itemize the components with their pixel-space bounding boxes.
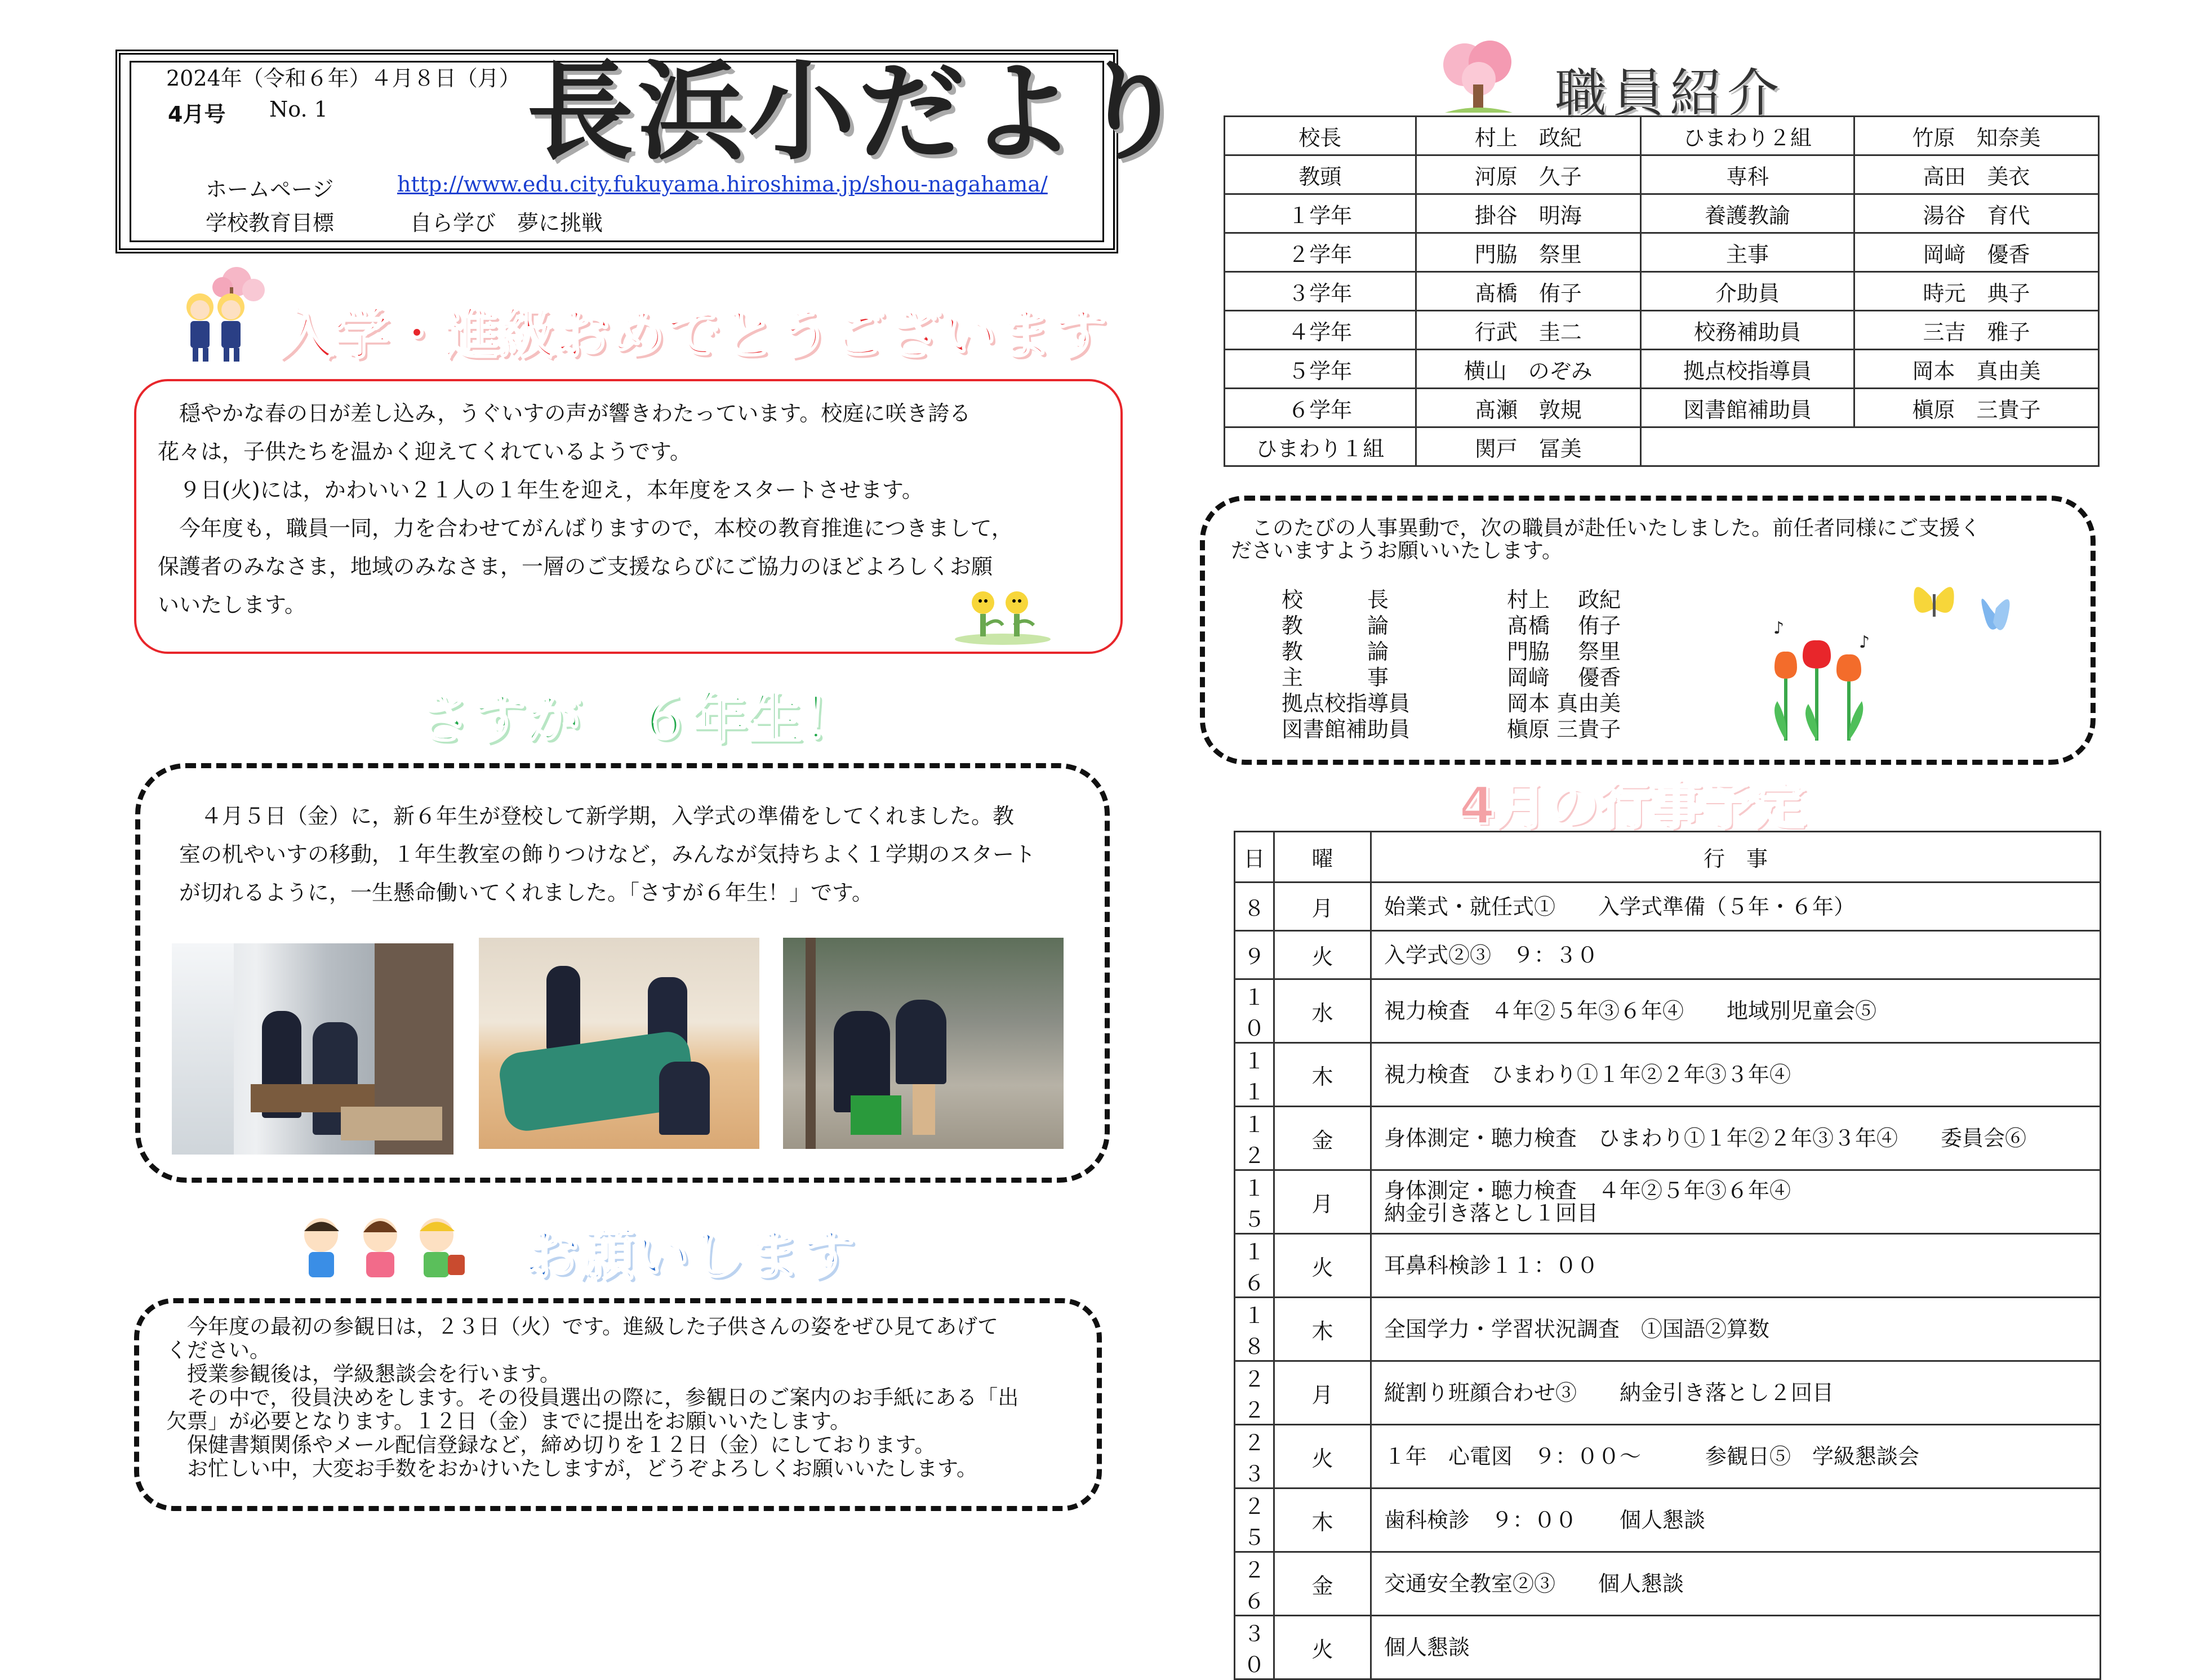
event-dow: 木 xyxy=(1274,1489,1371,1552)
staff-role-cell: 校長 xyxy=(1225,117,1416,155)
issue-number: No. 1 xyxy=(269,97,328,122)
staff-row xyxy=(1225,272,2099,311)
staff-role-cell: ３学年 xyxy=(1225,272,1416,311)
event-day: １２ xyxy=(1235,1107,1274,1170)
staff-name-cell: 掛谷 明海 xyxy=(1416,194,1640,233)
event-day: ９ xyxy=(1235,931,1274,979)
children-illustration-icon xyxy=(169,265,270,366)
transfer-role: 教 論 xyxy=(1282,639,1389,664)
event-desc-line: 身体測定・聴力検査 ４年②５年③６年④ xyxy=(1384,1178,1791,1203)
cherry-tree-icon xyxy=(1434,39,1524,118)
staff-role-cell: ひまわり２組 xyxy=(1640,117,1854,155)
request-line: 欠票」が必要となります。１２日（金）までに提出をお願いいたします。 xyxy=(166,1409,851,1433)
staff-name-cell: 村上 政紀 xyxy=(1416,117,1640,155)
transfer-row xyxy=(1282,613,1621,639)
staff-row xyxy=(1225,389,2099,427)
transfer-row xyxy=(1282,690,1621,716)
event-desc xyxy=(1371,1298,2101,1361)
transfer-name: 髙橋 侑子 xyxy=(1507,613,1621,638)
event-desc xyxy=(1371,1616,2101,1679)
staff-heading: 職員紹介 xyxy=(1555,63,1785,123)
sixth-grade-text xyxy=(179,797,1092,912)
staff-name-cell: 竹原 知奈美 xyxy=(1854,117,2099,155)
homepage-link[interactable]: http://www.edu.city.fukuyama.hiroshima.jp/shou-nagahama/ xyxy=(397,172,1048,197)
event-desc-line: 入学式②③ ９：３０ xyxy=(1384,942,1599,968)
event-dow: 木 xyxy=(1274,1043,1371,1107)
transfer-role: 教 論 xyxy=(1282,613,1389,638)
event-desc xyxy=(1371,883,2101,931)
welcome-line: 今年度も，職員一同，力を合わせてがんばりますので，本校の教育推進につきまして， xyxy=(158,516,1013,541)
event-desc xyxy=(1371,1425,2101,1489)
event-day: ３０ xyxy=(1235,1616,1274,1679)
staff-name-cell: 河原 久子 xyxy=(1416,155,1640,194)
event-row xyxy=(1235,1425,2101,1489)
transfer-name: 岡﨑 優香 xyxy=(1507,665,1621,690)
event-row xyxy=(1235,979,2101,1043)
transfer-row xyxy=(1282,639,1621,665)
event-dow: 火 xyxy=(1274,1425,1371,1489)
transfer-intro-line: このたびの人事異動で，次の職員が赴任いたしました。前任者同様にご支援く xyxy=(1231,516,1981,540)
staff-name-cell: 岡本 真由美 xyxy=(1854,350,2099,389)
event-dow: 月 xyxy=(1274,1170,1371,1234)
staff-row xyxy=(1225,427,2099,466)
event-day: １６ xyxy=(1235,1234,1274,1298)
staff-row xyxy=(1225,311,2099,350)
event-desc-line: 納金引き落とし１回目 xyxy=(1384,1201,1599,1226)
staff-name-cell: 横山 のぞみ xyxy=(1416,350,1640,389)
staff-name-cell: 槇原 三貴子 xyxy=(1854,389,2099,427)
event-desc xyxy=(1371,979,2101,1043)
request-line: ください。 xyxy=(166,1338,270,1362)
svg-text:♪: ♪ xyxy=(1773,618,1785,638)
transfer-row xyxy=(1282,665,1621,690)
event-day: ２２ xyxy=(1235,1361,1274,1425)
sixth-line: ４月５日（金）に，新６年生が登校して新学期，入学式の準備をしてくれました。教 xyxy=(179,804,1015,828)
event-desc-line: 全国学力・学習状況調査 ①国語②算数 xyxy=(1384,1317,1770,1342)
issue-date: 2024年（令和６年）４月８日（月） xyxy=(166,66,521,91)
event-desc xyxy=(1371,1489,2101,1552)
staff-name-cell: 関戸 冨美 xyxy=(1416,427,1640,466)
staff-role-cell: 養護教諭 xyxy=(1640,194,1854,233)
event-dow: 木 xyxy=(1274,1298,1371,1361)
event-dow: 金 xyxy=(1274,1107,1371,1170)
staff-row xyxy=(1225,117,2099,155)
event-day: １０ xyxy=(1235,979,1274,1043)
transfer-intro-line: ださいますようお願いいたします。 xyxy=(1231,538,1563,563)
photo-moving-desks xyxy=(172,943,453,1155)
staff-row xyxy=(1225,155,2099,194)
staff-name-cell: 時元 典子 xyxy=(1854,272,2099,311)
request-line: 授業参観後は，学級懇談会を行います。 xyxy=(166,1362,561,1386)
event-row xyxy=(1235,1107,2101,1170)
staff-row xyxy=(1225,233,2099,272)
staff-name-cell: 三吉 雅子 xyxy=(1854,311,2099,350)
event-desc xyxy=(1371,1043,2101,1107)
event-desc-line: 身体測定・聴力検査 ひまわり①１年②２年③３年④ 委員会⑥ xyxy=(1384,1126,2027,1151)
transfer-list xyxy=(1282,587,1621,742)
event-row xyxy=(1235,1552,2101,1616)
event-row xyxy=(1235,1170,2101,1234)
goal-value: 自ら学び 夢に挑戦 xyxy=(410,211,603,235)
welcome-line: 穏やかな春の日が差し込み，うぐいすの声が響きわたっています。校庭に咲き誇る xyxy=(158,401,971,426)
transfer-row xyxy=(1282,716,1621,742)
goal-label: 学校教育目標 xyxy=(206,211,335,235)
staff-name-cell: 行武 圭二 xyxy=(1416,311,1640,350)
staff-name-cell: 湯谷 育代 xyxy=(1854,194,2099,233)
events-heading: 4月の行事予定 xyxy=(1459,776,1807,836)
request-heading: お願いします xyxy=(524,1223,856,1287)
staff-role-cell: 介助員 xyxy=(1640,272,1854,311)
staff-name-cell: 門脇 祭里 xyxy=(1416,233,1640,272)
welcome-line: 花々は，子供たちを温かく迎えてくれているようです。 xyxy=(158,439,691,464)
event-day: ２５ xyxy=(1235,1489,1274,1552)
staff-role-cell: ６学年 xyxy=(1225,389,1416,427)
request-line: 今年度の最初の参観日は，２３日（火）です。進級した子供さんの姿をぜひ見てあげて xyxy=(166,1314,999,1339)
welcome-line: いいたします。 xyxy=(158,592,306,617)
welcome-line: ９日(火)には，かわいい２１人の１年生を迎え，本年度をスタートさせます。 xyxy=(158,478,923,502)
staff-role-cell: ２学年 xyxy=(1225,233,1416,272)
event-row xyxy=(1235,1489,2101,1552)
event-day: ８ xyxy=(1235,883,1274,931)
transfer-name: 門脇 祭里 xyxy=(1507,639,1621,664)
transfer-role: 主 事 xyxy=(1282,665,1389,690)
event-day: ２６ xyxy=(1235,1552,1274,1616)
request-text xyxy=(166,1315,1090,1481)
staff-name-cell: 髙橋 侑子 xyxy=(1416,272,1640,311)
event-desc-line: 個人懇談 xyxy=(1384,1635,1470,1660)
event-day: ２３ xyxy=(1235,1425,1274,1489)
issue-month: 4月号 xyxy=(168,102,226,127)
event-desc-line: 視力検査 ひまわり①１年②２年③３年④ xyxy=(1384,1062,1791,1087)
staff-role-cell xyxy=(1640,427,1854,466)
request-line: お忙しい中，大変お手数をおかけいたしますが，どうぞよろしくお願いいたします。 xyxy=(166,1456,978,1481)
events-col-dow: 曜 xyxy=(1274,832,1371,883)
staff-role-cell: 拠点校指導員 xyxy=(1640,350,1854,389)
transfer-name: 槇原 三貴子 xyxy=(1507,717,1621,742)
event-desc xyxy=(1371,931,2101,979)
photo-outdoor-work xyxy=(783,938,1064,1149)
staff-role-cell: ４学年 xyxy=(1225,311,1416,350)
staff-name-cell: 岡﨑 優香 xyxy=(1854,233,2099,272)
staff-name-cell: 髙瀬 敦規 xyxy=(1416,389,1640,427)
event-desc-line: 交通安全教室②③ 個人懇談 xyxy=(1384,1571,1684,1596)
event-dow: 火 xyxy=(1274,1616,1371,1679)
event-row xyxy=(1235,1298,2101,1361)
staff-name-cell: 高田 美衣 xyxy=(1854,155,2099,194)
events-col-day: 日 xyxy=(1235,832,1274,883)
event-dow: 月 xyxy=(1274,883,1371,931)
sixth-line: 室の机やいすの移動，１年生教室の飾りつけなど，みんなが気持ちよく１学期のスタート xyxy=(179,842,1036,867)
event-dow: 金 xyxy=(1274,1552,1371,1616)
event-dow: 月 xyxy=(1274,1361,1371,1425)
transfer-role: 拠点校指導員 xyxy=(1282,691,1411,716)
event-desc-line: 耳鼻科検診１１：００ xyxy=(1384,1253,1599,1278)
event-row xyxy=(1235,1361,2101,1425)
staff-role-cell: １学年 xyxy=(1225,194,1416,233)
staff-role-cell: ５学年 xyxy=(1225,350,1416,389)
event-desc xyxy=(1371,1361,2101,1425)
events-table xyxy=(1234,831,2101,1680)
svg-text:♪: ♪ xyxy=(1859,632,1870,652)
event-desc xyxy=(1371,1170,2101,1234)
request-line: その中で，役員決めをします。その役員選出の際に，参観日のご案内のお手紙にある「出 xyxy=(166,1385,1019,1410)
staff-row xyxy=(1225,350,2099,389)
staff-role-cell: 教頭 xyxy=(1225,155,1416,194)
butterflies-icon xyxy=(1909,569,2021,648)
staff-role-cell: ひまわり１組 xyxy=(1225,427,1416,466)
event-desc xyxy=(1371,1107,2101,1170)
staff-role-cell: 主事 xyxy=(1640,233,1854,272)
event-row xyxy=(1235,1043,2101,1107)
staff-role-cell: 図書館補助員 xyxy=(1640,389,1854,427)
staff-role-cell: 専科 xyxy=(1640,155,1854,194)
event-row xyxy=(1235,883,2101,931)
event-dow: 水 xyxy=(1274,979,1371,1043)
staff-row xyxy=(1225,194,2099,233)
event-desc-line: 縦割り班顔合わせ③ 納金引き落とし２回目 xyxy=(1384,1380,1834,1405)
event-desc xyxy=(1371,1234,2101,1298)
transfer-intro xyxy=(1231,517,2082,562)
event-desc-line: 視力検査 ４年②５年③６年④ 地域別児童会⑤ xyxy=(1384,999,1877,1023)
event-desc-line: １年 心電図 ９：００～ 参観日⑤ 学級懇談会 xyxy=(1384,1444,1920,1469)
transfer-row xyxy=(1282,587,1621,613)
event-dow: 火 xyxy=(1274,1234,1371,1298)
masthead-title: 長浜小だより xyxy=(527,50,1190,175)
request-line: 保健書類関係やメール配信登録など，締め切りを１２日（金）にしております。 xyxy=(166,1433,936,1457)
event-desc-line: 始業式・就任式① 入学式準備（５年・６年） xyxy=(1384,894,1856,919)
event-desc-line: 歯科検診 ９：００ 個人懇談 xyxy=(1384,1508,1706,1532)
tulips-icon xyxy=(1758,617,1882,746)
staff-table xyxy=(1224,115,2100,467)
event-row xyxy=(1235,1616,2101,1679)
event-row xyxy=(1235,931,2101,979)
sixth-grade-heading: さすが ６年生！ xyxy=(416,687,858,751)
welcome-heading: 入学・進級おめでとうございます xyxy=(279,302,1108,367)
transfer-name: 岡本 真由美 xyxy=(1507,691,1621,716)
photo-folding-sheet xyxy=(479,938,759,1149)
sprout-characters-icon xyxy=(952,586,1053,648)
events-header-row xyxy=(1235,832,2101,883)
welcome-line: 保護者のみなさま，地域のみなさま，一層のご支援ならびにご協力のほどよろしくお願 xyxy=(158,554,993,579)
event-row xyxy=(1235,1234,2101,1298)
event-day: １５ xyxy=(1235,1170,1274,1234)
events-col-event: 行 事 xyxy=(1371,832,2101,883)
event-day: １１ xyxy=(1235,1043,1274,1107)
staff-name-cell xyxy=(1854,427,2099,466)
staff-role-cell: 校務補助員 xyxy=(1640,311,1854,350)
transfer-role: 校 長 xyxy=(1282,587,1389,612)
transfer-role: 図書館補助員 xyxy=(1282,717,1411,742)
event-dow: 火 xyxy=(1274,931,1371,979)
transfer-name: 村上 政紀 xyxy=(1507,587,1621,612)
running-children-icon xyxy=(287,1210,473,1291)
event-desc xyxy=(1371,1552,2101,1616)
homepage-label: ホームページ xyxy=(206,177,334,202)
event-day: １８ xyxy=(1235,1298,1274,1361)
sixth-line: が切れるように，一生懸命働いてくれました。「さすが６年生！」です。 xyxy=(179,880,873,905)
